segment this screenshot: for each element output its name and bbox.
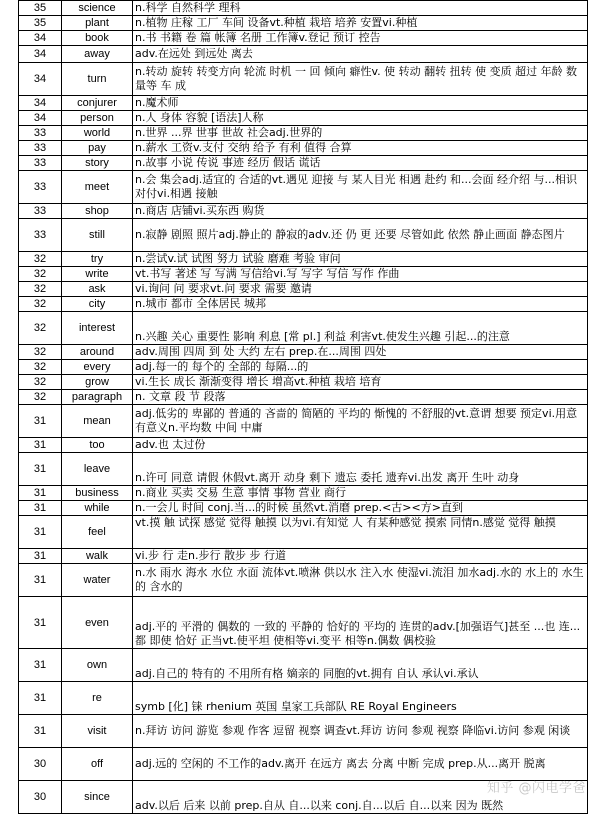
frequency-cell: 34 bbox=[19, 63, 62, 96]
table-row bbox=[19, 111, 588, 126]
word-cell: city bbox=[62, 297, 133, 312]
word-cell: re bbox=[62, 682, 133, 715]
definition-cell: adj.平的 平滑的 偶数的 一致的 平静的 恰好的 平均的 连贯的adv.[加强语气]甚至 ...也 连...都 即使 恰好 正当vt.使平坦 使相等vi.变平 相等n.偶数 偶校验 bbox=[133, 597, 588, 649]
word-cell: grow bbox=[62, 375, 133, 390]
table-row bbox=[19, 501, 588, 516]
frequency-cell: 32 bbox=[19, 297, 62, 312]
definition-cell: n.兴趣 关心 重要性 影响 利息 [常 pl.] 利益 利害vt.使发生兴趣 引起...的注意 bbox=[133, 312, 588, 345]
frequency-cell: 34 bbox=[19, 111, 62, 126]
frequency-cell: 32 bbox=[19, 282, 62, 297]
word-cell: away bbox=[62, 46, 133, 63]
table-row bbox=[19, 219, 588, 252]
definition-cell: n.薪水 工资v.支付 交纳 给予 有利 值得 合算 bbox=[133, 141, 588, 156]
table-row bbox=[19, 126, 588, 141]
word-cell: since bbox=[62, 781, 133, 814]
frequency-cell: 31 bbox=[19, 549, 62, 564]
definition-cell: n.书 书籍 卷 篇 帐簿 名册 工作簿v.登记 预订 控告 bbox=[133, 31, 588, 46]
frequency-cell: 31 bbox=[19, 438, 62, 453]
word-cell: turn bbox=[62, 63, 133, 96]
frequency-cell: 32 bbox=[19, 375, 62, 390]
frequency-cell: 34 bbox=[19, 96, 62, 111]
table-row bbox=[19, 297, 588, 312]
definition-cell: adj.远的 空闲的 不工作的adv.离开 在远方 离去 分离 中断 完成 prep.从...离开 脱离 bbox=[133, 748, 588, 781]
table-row bbox=[19, 31, 588, 46]
word-cell: paragraph bbox=[62, 390, 133, 405]
word-cell: shop bbox=[62, 204, 133, 219]
table-row bbox=[19, 516, 588, 549]
table-row bbox=[19, 252, 588, 267]
table-row bbox=[19, 312, 588, 345]
word-cell: while bbox=[62, 501, 133, 516]
frequency-cell: 33 bbox=[19, 171, 62, 204]
word-cell: interest bbox=[62, 312, 133, 345]
frequency-cell: 31 bbox=[19, 501, 62, 516]
definition-cell: n.城市 都市 全体居民 城邦 bbox=[133, 297, 588, 312]
definition-cell: n.拜访 访问 游览 参观 作客 逗留 视察 调查vt.拜访 访问 参观 视察 降临vi.访问 参观 闲谈 bbox=[133, 715, 588, 748]
table-row bbox=[19, 171, 588, 204]
word-cell: story bbox=[62, 156, 133, 171]
word-cell: even bbox=[62, 597, 133, 649]
word-cell: too bbox=[62, 438, 133, 453]
word-cell: book bbox=[62, 31, 133, 46]
table-row bbox=[19, 360, 588, 375]
frequency-cell: 33 bbox=[19, 219, 62, 252]
table-row bbox=[19, 46, 588, 63]
word-cell: leave bbox=[62, 453, 133, 486]
definition-cell: n.植物 庄稼 工厂 车间 设备vt.种植 栽培 培养 安置vi.种植 bbox=[133, 16, 588, 31]
frequency-cell: 30 bbox=[19, 781, 62, 814]
word-cell: person bbox=[62, 111, 133, 126]
definition-cell: n.水 雨水 海水 水位 水面 流体vt.喷淋 供以水 注入水 使湿vi.流泪 加水adj.水的 水上的 水生的 含水的 bbox=[133, 564, 588, 597]
definition-cell: n.商店 店铺vi.买东西 购货 bbox=[133, 204, 588, 219]
frequency-cell: 31 bbox=[19, 516, 62, 549]
frequency-cell: 31 bbox=[19, 649, 62, 682]
definition-cell: n.故事 小说 传说 事迹 经历 假话 谎话 bbox=[133, 156, 588, 171]
definition-cell: n.一会儿 时间 conj.当...的时候 虽然vt.消磨 prep.<古><方>直到 bbox=[133, 501, 588, 516]
frequency-cell: 31 bbox=[19, 597, 62, 649]
table-row bbox=[19, 345, 588, 360]
frequency-cell: 31 bbox=[19, 453, 62, 486]
frequency-cell: 31 bbox=[19, 405, 62, 438]
word-cell: off bbox=[62, 748, 133, 781]
table-row bbox=[19, 204, 588, 219]
table-row bbox=[19, 453, 588, 486]
definition-cell: n.商业 买卖 交易 生意 事情 事物 营业 商行 bbox=[133, 486, 588, 501]
definition-cell: adv.在远处 到远处 离去 bbox=[133, 46, 588, 63]
definition-cell: adj.低劣的 卑鄙的 普通的 吝啬的 简陋的 平均的 惭愧的 不舒服的vt.意谓 想要 预定vi.用意 有意义n.平均数 中间 中庸 bbox=[133, 405, 588, 438]
word-cell: feel bbox=[62, 516, 133, 549]
definition-cell: vi.步 行 走n.步行 散步 步 行道 bbox=[133, 549, 588, 564]
definition-cell: symb [化] 铼 rhenium 英国 皇家工兵部队 RE Royal Engineers bbox=[133, 682, 588, 715]
definition-cell: vi.生长 成长 渐渐变得 增长 增高vt.种植 栽培 培育 bbox=[133, 375, 588, 390]
word-cell: own bbox=[62, 649, 133, 682]
definition-cell: adv.周围 四周 到 处 大约 左右 prep.在...周围 四处 bbox=[133, 345, 588, 360]
word-cell: conjurer bbox=[62, 96, 133, 111]
word-cell: still bbox=[62, 219, 133, 252]
word-cell: pay bbox=[62, 141, 133, 156]
zhihu-watermark: 知乎 @闪电学爸 bbox=[486, 781, 586, 796]
frequency-cell: 31 bbox=[19, 715, 62, 748]
definition-cell: vt.书写 著述 写 写满 写信给vi.写 写字 写信 写作 作曲 bbox=[133, 267, 588, 282]
frequency-cell: 33 bbox=[19, 204, 62, 219]
table-row bbox=[19, 390, 588, 405]
frequency-cell: 34 bbox=[19, 31, 62, 46]
table-row bbox=[19, 141, 588, 156]
word-cell: around bbox=[62, 345, 133, 360]
definition-cell: n.人 身体 容貌 [语法]人称 bbox=[133, 111, 588, 126]
table-row bbox=[19, 156, 588, 171]
frequency-cell: 32 bbox=[19, 345, 62, 360]
definition-cell: n.科学 自然科学 理科 bbox=[133, 1, 588, 16]
definition-cell: n.寂静 剧照 照片adj.静止的 静寂的adv.还 仍 更 还要 尽管如此 依然 静止画面 静态图片 bbox=[133, 219, 588, 252]
table-row bbox=[19, 96, 588, 111]
frequency-cell: 35 bbox=[19, 1, 62, 16]
frequency-cell: 32 bbox=[19, 252, 62, 267]
word-cell: walk bbox=[62, 549, 133, 564]
word-cell: water bbox=[62, 564, 133, 597]
frequency-cell: 32 bbox=[19, 360, 62, 375]
vocabulary-table-body bbox=[19, 1, 588, 814]
table-row bbox=[19, 267, 588, 282]
word-cell: plant bbox=[62, 16, 133, 31]
frequency-cell: 31 bbox=[19, 564, 62, 597]
table-row bbox=[19, 16, 588, 31]
definition-cell: vt.摸 触 试探 感觉 觉得 触摸 以为vi.有知觉 人 有某种感觉 摸索 同情n.感觉 觉得 触摸 bbox=[133, 516, 588, 549]
definition-cell: n.尝试v.试 试图 努力 试验 磨难 考验 审问 bbox=[133, 252, 588, 267]
table-row bbox=[19, 682, 588, 715]
table-row bbox=[19, 649, 588, 682]
word-cell: mean bbox=[62, 405, 133, 438]
table-row bbox=[19, 549, 588, 564]
word-cell: every bbox=[62, 360, 133, 375]
definition-cell: n.会 集会adj.适宜的 合适的vt.遇见 迎接 与 某人目光 相遇 赴约 和...会面 经介绍 与...相识 对付vi.相遇 接触 bbox=[133, 171, 588, 204]
table-row bbox=[19, 597, 588, 649]
word-cell: world bbox=[62, 126, 133, 141]
word-cell: business bbox=[62, 486, 133, 501]
frequency-cell: 34 bbox=[19, 46, 62, 63]
table-row bbox=[19, 1, 588, 16]
frequency-cell: 31 bbox=[19, 682, 62, 715]
word-cell: write bbox=[62, 267, 133, 282]
word-cell: science bbox=[62, 1, 133, 16]
table-row bbox=[19, 282, 588, 297]
table-row bbox=[19, 715, 588, 748]
frequency-cell: 32 bbox=[19, 312, 62, 345]
table-row bbox=[19, 486, 588, 501]
word-cell: visit bbox=[62, 715, 133, 748]
table-row bbox=[19, 375, 588, 390]
word-cell: try bbox=[62, 252, 133, 267]
definition-cell: n. 文章 段 节 段落 bbox=[133, 390, 588, 405]
definition-cell: vi.询问 问 要求vt.问 要求 需要 邀请 bbox=[133, 282, 588, 297]
frequency-cell: 32 bbox=[19, 267, 62, 282]
frequency-cell: 31 bbox=[19, 486, 62, 501]
definition-cell: n.转动 旋转 转变方向 轮流 时机 一 回 倾向 癖性v. 使 转动 翻转 扭转 使 变质 超过 年龄 数量等 车 成 bbox=[133, 63, 588, 96]
frequency-cell: 35 bbox=[19, 16, 62, 31]
frequency-cell: 30 bbox=[19, 748, 62, 781]
definition-cell: n.许可 同意 请假 休假vt.离开 动身 剩下 遗忘 委托 遗弃vi.出发 离开 生叶 动身 bbox=[133, 453, 588, 486]
definition-cell: adj.自己的 特有的 不用所有格 嫡亲的 同胞的vt.拥有 自认 承认vi.承认 bbox=[133, 649, 588, 682]
frequency-cell: 33 bbox=[19, 156, 62, 171]
vocabulary-table bbox=[18, 0, 588, 814]
word-cell: meet bbox=[62, 171, 133, 204]
table-row bbox=[19, 405, 588, 438]
table-row bbox=[19, 63, 588, 96]
definition-cell: adj.每一的 每个的 全部的 每隔...的 bbox=[133, 360, 588, 375]
table-row bbox=[19, 438, 588, 453]
word-cell: ask bbox=[62, 282, 133, 297]
frequency-cell: 33 bbox=[19, 126, 62, 141]
table-row bbox=[19, 564, 588, 597]
definition-cell: n.魔术师 bbox=[133, 96, 588, 111]
definition-cell: n.世界 ...界 世事 世故 社会adj.世界的 bbox=[133, 126, 588, 141]
frequency-cell: 32 bbox=[19, 390, 62, 405]
table-row bbox=[19, 748, 588, 781]
definition-cell: adv.也 太过份 bbox=[133, 438, 588, 453]
definition-cell: adv.以后 后来 以前 prep.自从 自...以来 conj.自...以后 自...以来 因为 既然 bbox=[133, 781, 588, 814]
frequency-cell: 33 bbox=[19, 141, 62, 156]
